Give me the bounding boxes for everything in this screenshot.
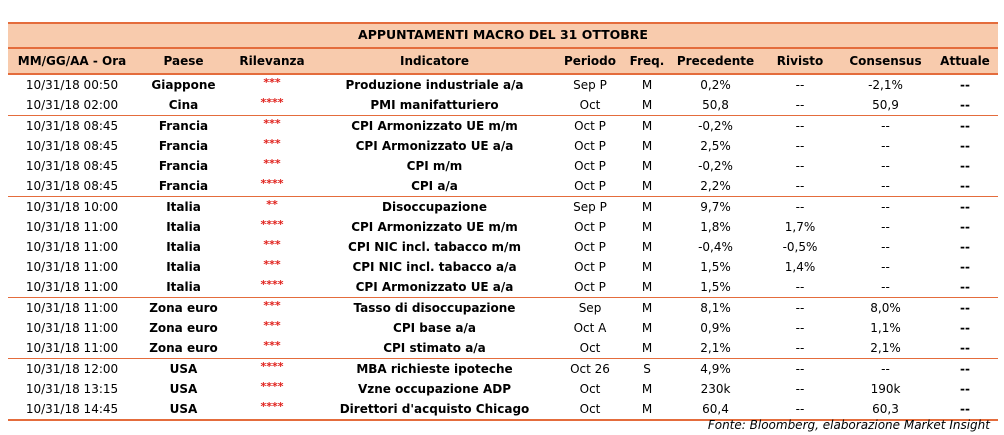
cell-consensus: -2,1%	[868, 78, 903, 92]
cell-revised: --	[795, 179, 805, 193]
cell-period: Oct P	[574, 260, 606, 274]
cell-indicator: CPI m/m	[406, 159, 463, 173]
table-row	[8, 237, 998, 257]
cell-datetime: 10/31/18 08:45	[25, 179, 119, 193]
macro-calendar	[8, 22, 998, 421]
source-note: Fonte: Bloomberg, elaborazione Market Insight	[707, 418, 990, 432]
cell-previous: 8,1%	[670, 298, 761, 319]
cell-previous: -0,2%	[698, 159, 733, 173]
cell-consensus: 190k	[870, 382, 901, 396]
cell-previous: 1,5%	[700, 260, 731, 274]
cell-previous: -0,4%	[698, 240, 733, 254]
cell-indicator: Disoccupazione	[313, 197, 556, 218]
cell-indicator: CPI Armonizzato UE m/m	[351, 220, 518, 234]
cell-datetime: 10/31/18 11:00	[25, 341, 119, 355]
cell-datetime: 10/31/18 11:00	[8, 298, 136, 319]
cell-frequency: M	[641, 280, 653, 294]
cell-actual: --	[960, 240, 970, 254]
cell-indicator: CPI a/a	[411, 179, 458, 193]
cell-revised: --	[795, 159, 805, 173]
cell-frequency: M	[641, 179, 653, 193]
cell-datetime: 10/31/18 11:00	[25, 321, 119, 335]
cell-frequency: S	[624, 359, 670, 380]
cell-relevance: **	[231, 197, 313, 218]
cell-country: Zona euro	[149, 321, 218, 335]
cell-actual: --	[960, 382, 970, 396]
cell-actual: --	[960, 139, 970, 153]
cell-actual: --	[960, 78, 970, 92]
cell-period: Oct	[579, 382, 601, 396]
cell-frequency: M	[641, 78, 653, 92]
col-header-actual: Attuale	[932, 48, 998, 74]
cell-consensus: 1,1%	[870, 321, 901, 335]
cell-revised: --	[761, 116, 839, 137]
cell-relevance: ***	[263, 137, 281, 150]
cell-actual: --	[932, 399, 998, 420]
cell-actual: --	[960, 341, 970, 355]
cell-previous: -0,2%	[670, 116, 761, 137]
cell-country: Italia	[166, 240, 201, 254]
col-header-indicator: Indicatore	[313, 48, 556, 74]
col-header-period: Periodo	[556, 48, 624, 74]
cell-relevance: ***	[263, 157, 281, 170]
cell-country: Italia	[166, 280, 201, 294]
cell-previous: 2,1%	[700, 341, 731, 355]
macro-table	[8, 47, 998, 421]
cell-frequency: M	[641, 240, 653, 254]
cell-frequency: M	[641, 382, 653, 396]
cell-actual: --	[960, 98, 970, 112]
cell-datetime: 10/31/18 12:00	[8, 359, 136, 380]
cell-revised: --	[795, 321, 805, 335]
cell-relevance: ****	[231, 359, 313, 380]
table-title: APPUNTAMENTI MACRO DEL 31 OTTOBRE	[8, 22, 998, 47]
cell-indicator: PMI manifatturiero	[370, 98, 499, 112]
cell-consensus: --	[881, 139, 890, 153]
cell-relevance: ****	[260, 177, 284, 190]
cell-country: Giappone	[151, 78, 216, 92]
cell-indicator: Direttori d'acquisto Chicago	[313, 399, 556, 420]
cell-datetime: 10/31/18 08:45	[25, 159, 119, 173]
table-row	[8, 95, 998, 116]
cell-country: Cina	[168, 98, 199, 112]
cell-period: Oct P	[574, 280, 606, 294]
table-row	[8, 379, 998, 399]
cell-datetime: 10/31/18 02:00	[25, 98, 119, 112]
cell-datetime: 10/31/18 13:15	[25, 382, 119, 396]
cell-consensus: --	[881, 260, 890, 274]
cell-country: Francia	[158, 139, 209, 153]
cell-relevance: ***	[263, 319, 281, 332]
cell-consensus: 2,1%	[870, 341, 901, 355]
cell-actual: --	[932, 116, 998, 137]
table-row	[8, 197, 998, 218]
cell-frequency: M	[624, 399, 670, 420]
col-header-country: Paese	[136, 48, 231, 74]
cell-actual: --	[960, 321, 970, 335]
cell-country: Francia	[158, 159, 209, 173]
cell-consensus: --	[839, 197, 932, 218]
cell-actual: --	[960, 260, 970, 274]
cell-actual: --	[960, 220, 970, 234]
cell-indicator: CPI Armonizzato UE a/a	[355, 280, 514, 294]
table-row	[8, 277, 998, 298]
cell-relevance: ***	[263, 258, 281, 271]
cell-country: Italia	[136, 197, 231, 218]
cell-frequency: M	[624, 197, 670, 218]
cell-consensus: 8,0%	[839, 298, 932, 319]
cell-indicator: Produzione industriale a/a	[345, 78, 524, 92]
table-row	[8, 156, 998, 176]
cell-actual: --	[960, 179, 970, 193]
cell-consensus: --	[881, 220, 890, 234]
col-header-frequency: Freq.	[624, 48, 670, 74]
cell-relevance: ***	[263, 238, 281, 251]
cell-datetime: 10/31/18 08:45	[25, 139, 119, 153]
cell-country: USA	[136, 359, 231, 380]
cell-indicator: CPI stimato a/a	[383, 341, 486, 355]
cell-indicator: CPI Armonizzato UE a/a	[355, 139, 514, 153]
cell-actual: --	[960, 159, 970, 173]
cell-period: Oct A	[573, 321, 607, 335]
cell-revised: --	[761, 359, 839, 380]
cell-previous: 0,2%	[700, 78, 731, 92]
cell-previous: 9,7%	[670, 197, 761, 218]
cell-datetime: 10/31/18 11:00	[25, 220, 119, 234]
cell-actual: --	[932, 197, 998, 218]
cell-revised: --	[795, 382, 805, 396]
cell-frequency: M	[641, 98, 653, 112]
cell-consensus: --	[881, 280, 890, 294]
cell-frequency: M	[624, 116, 670, 137]
cell-relevance: ***	[263, 76, 281, 89]
cell-revised: --	[795, 341, 805, 355]
cell-consensus: --	[881, 159, 890, 173]
cell-revised: 1,7%	[784, 220, 816, 234]
cell-revised: 1,4%	[784, 260, 816, 274]
cell-period: Oct	[579, 98, 601, 112]
cell-frequency: M	[641, 321, 653, 335]
cell-previous: 230k	[700, 382, 731, 396]
table-row	[8, 136, 998, 156]
table-row	[8, 116, 998, 137]
table-row	[8, 359, 998, 380]
cell-period: Sep P	[556, 197, 624, 218]
cell-indicator: MBA richieste ipoteche	[313, 359, 556, 380]
cell-period: Sep P	[573, 78, 607, 92]
cell-period: Oct	[556, 399, 624, 420]
cell-country: Zona euro	[149, 341, 218, 355]
cell-previous: 50,8	[702, 98, 729, 112]
col-header-date: MM/GG/AA - Ora	[8, 48, 136, 74]
col-header-revised: Rivisto	[761, 48, 839, 74]
cell-period: Oct	[579, 341, 601, 355]
table-row	[8, 298, 998, 319]
cell-consensus: --	[839, 116, 932, 137]
cell-country: Zona euro	[136, 298, 231, 319]
cell-consensus: --	[881, 240, 890, 254]
cell-relevance: ****	[260, 218, 284, 231]
cell-indicator: CPI Armonizzato UE m/m	[313, 116, 556, 137]
cell-frequency: M	[641, 341, 653, 355]
cell-frequency: M	[641, 159, 653, 173]
cell-revised: --	[761, 197, 839, 218]
cell-country: USA	[169, 382, 198, 396]
cell-period: Oct P	[574, 220, 606, 234]
cell-period: Oct P	[574, 179, 606, 193]
cell-datetime: 10/31/18 11:00	[25, 240, 119, 254]
col-header-relevance: Rilevanza	[231, 48, 313, 74]
cell-revised: --	[795, 280, 805, 294]
cell-consensus: 60,3	[839, 399, 932, 420]
cell-revised: -0,5%	[782, 240, 818, 254]
cell-actual: --	[960, 280, 970, 294]
cell-previous: 4,9%	[670, 359, 761, 380]
cell-revised: --	[795, 78, 805, 92]
cell-revised: --	[795, 98, 805, 112]
cell-frequency: M	[641, 139, 653, 153]
cell-relevance: ***	[231, 116, 313, 137]
cell-revised: --	[761, 399, 839, 420]
cell-datetime: 10/31/18 14:45	[8, 399, 136, 420]
cell-datetime: 10/31/18 11:00	[25, 260, 119, 274]
cell-revised: --	[795, 139, 805, 153]
cell-previous: 1,8%	[700, 220, 731, 234]
cell-indicator: CPI NIC incl. tabacco a/a	[352, 260, 517, 274]
table-row	[8, 399, 998, 420]
cell-datetime: 10/31/18 00:50	[25, 78, 119, 92]
cell-indicator: Tasso di disoccupazione	[313, 298, 556, 319]
cell-datetime: 10/31/18 08:45	[8, 116, 136, 137]
table-row	[8, 257, 998, 277]
table-row	[8, 74, 998, 95]
cell-country: Italia	[166, 260, 201, 274]
cell-frequency: M	[624, 298, 670, 319]
cell-period: Oct 26	[556, 359, 624, 380]
cell-period: Oct P	[574, 159, 606, 173]
cell-consensus: --	[881, 179, 890, 193]
cell-period: Sep	[556, 298, 624, 319]
header-row	[8, 48, 998, 74]
cell-relevance: ****	[260, 96, 284, 109]
cell-period: Oct P	[556, 116, 624, 137]
cell-relevance: ****	[260, 380, 284, 393]
table-row	[8, 318, 998, 338]
table-row	[8, 217, 998, 237]
cell-revised: --	[761, 298, 839, 319]
cell-previous: 0,9%	[700, 321, 731, 335]
cell-country: Francia	[158, 179, 209, 193]
cell-indicator: CPI base a/a	[393, 321, 476, 335]
cell-previous: 2,5%	[700, 139, 731, 153]
cell-actual: --	[932, 359, 998, 380]
cell-previous: 2,2%	[700, 179, 731, 193]
cell-relevance: ****	[231, 399, 313, 420]
table-row	[8, 338, 998, 359]
cell-indicator: CPI NIC incl. tabacco m/m	[348, 240, 521, 254]
cell-period: Oct P	[574, 240, 606, 254]
cell-frequency: M	[641, 220, 653, 234]
cell-relevance: ****	[260, 278, 284, 291]
cell-indicator: Vzne occupazione ADP	[357, 382, 512, 396]
cell-country: Francia	[136, 116, 231, 137]
cell-relevance: ***	[231, 298, 313, 319]
table-row	[8, 176, 998, 197]
cell-period: Oct P	[574, 139, 606, 153]
cell-previous: 1,5%	[700, 280, 731, 294]
cell-relevance: ***	[263, 339, 281, 352]
cell-consensus: 50,9	[872, 98, 899, 112]
cell-datetime: 10/31/18 10:00	[8, 197, 136, 218]
cell-frequency: M	[641, 260, 653, 274]
cell-previous: 60,4	[670, 399, 761, 420]
col-header-consensus: Consensus	[839, 48, 932, 74]
cell-actual: --	[932, 298, 998, 319]
cell-country: USA	[136, 399, 231, 420]
col-header-previous: Precedente	[670, 48, 761, 74]
cell-consensus: --	[839, 359, 932, 380]
cell-datetime: 10/31/18 11:00	[25, 280, 119, 294]
cell-country: Italia	[166, 220, 201, 234]
